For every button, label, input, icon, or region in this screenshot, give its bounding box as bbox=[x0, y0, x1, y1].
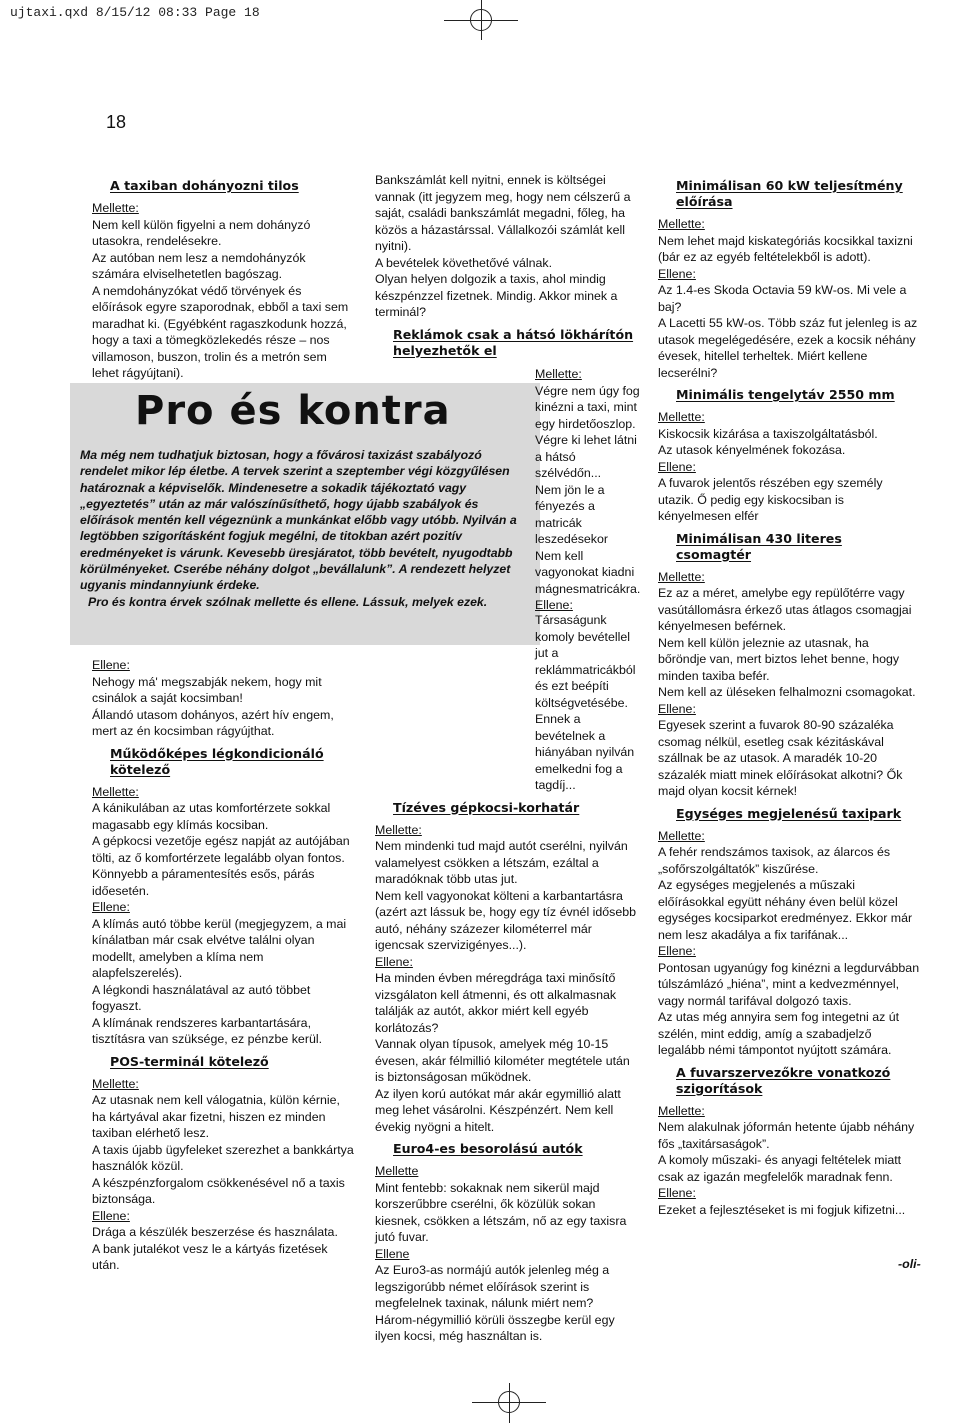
paragraph: A gépkocsi vezetője egész napját az autójában tölti, az ő komfortérzete legalább olyan fontos. bbox=[92, 834, 350, 865]
pro-label: Mellette: bbox=[658, 217, 705, 231]
paragraph: Nem kell az üléseken felhalmozni csomagokat. bbox=[658, 685, 916, 699]
paragraph: Mint fentebb: sokaknak nem sikerül majd korszerűbbre cserélni, ők közülük sokan kiesnek, csökken a létszám, nő az egy taxisra jutó fuvar. bbox=[375, 1180, 627, 1244]
pro-label: Mellette: bbox=[658, 1103, 705, 1118]
paragraph: Három-négymillió körüli összegbe kerül egy ilyen kocsi, még használtan is. bbox=[375, 1312, 615, 1343]
pro-label: Mellette bbox=[375, 1164, 419, 1178]
paragraph: Az 1.4-es Skoda Octavia 59 kW-os. Mi vele a baj? bbox=[658, 283, 907, 314]
paragraph: Nem jön le a fényezés a matricák leszedésekor bbox=[535, 482, 609, 546]
paragraph: Az autóban nem lesz a nemdohányzók számára elviselhetetlen bagószag. bbox=[92, 250, 306, 281]
column-2-bottom bbox=[375, 612, 637, 1345]
paragraph: A légkondi használatával az autó többet fogyaszt. bbox=[92, 982, 311, 1013]
author-signature: -oli- bbox=[898, 1257, 921, 1271]
contra-label: Ellene: bbox=[535, 598, 573, 612]
section-heading: Minimálisan 430 literes csomagtér bbox=[676, 530, 842, 562]
pro-label: Mellette: bbox=[92, 201, 139, 215]
paragraph: Nem kell külön jeleznie az utasnak, ha bőröndje van, mert biztos lehet benne, hogy minden taxiba befér. bbox=[658, 635, 900, 683]
column-1-top bbox=[92, 172, 354, 382]
section-heading: Minimálisan 60 kW teljesítmény előírása bbox=[676, 178, 903, 209]
registration-mark-top bbox=[470, 9, 492, 31]
paragraph: Nem alakulnak jóformán hetente újabb néhány fős „taxitársaságok”. bbox=[658, 1120, 915, 1151]
paragraph: Nem mindenki tud majd autót cserélni, nyilván valamelyest csökken a létszám, ezáltal a maradóknak több utas jut. bbox=[375, 839, 628, 886]
contra-label: Ellene: bbox=[658, 944, 696, 958]
paragraph: Egyesek szerint a fuvarok 80-90 százaléka csomag nélkül, esetleg csak kézitáskával szállnak be az utasok. A maradék 10-20 százalék miatt minek előírásokat alkotni? Ők majd olyan kocsit kérnek! bbox=[658, 718, 903, 798]
paragraph: Nem kell vagyonokat kiadni mágnesmatricákra. bbox=[535, 548, 641, 596]
paragraph: Az egységes megjelenés a műszaki előírásokkal együtt néhány éven belül közel egységes kocsiparkot eredményez. Ekkor már nem lesz akadálya a fix tarifának... bbox=[658, 878, 913, 942]
section-heading: Tízéves gépkocsi-korhatár bbox=[393, 799, 580, 815]
paragraph: Állandó utasom dohányos, azért hív engem, mert az én kocsimban rágyújthat. bbox=[92, 707, 334, 738]
section-heading: Reklámok csak a hátsó lökhárítón helyezhetők el bbox=[393, 326, 634, 358]
pro-label: Mellette: bbox=[658, 569, 705, 584]
paragraph: Bankszámlát kell nyitni, ennek is költségei vannak (itt jegyzem meg, hogy nem célszerű a saját, családi bankszámlát megadni, főleg, ha közös a házastárssal. Vállalkozói számlát kell nyitni). bbox=[375, 173, 631, 253]
contra-label: Ellene: bbox=[92, 1208, 130, 1223]
paragraph: A Lacetti 55 kW-os. Több száz fut jelenleg is az utasok megelégedésére, ezek a kocsik néhány évesek, hitellel terheltek. Miért kellene lecserélni? bbox=[658, 316, 918, 380]
paragraph: Az utas még annyira sem fog integetni az út szélén, mint eddig, amíg a szabadjelző legalább némi támpontot nyújtott számára. bbox=[658, 1010, 900, 1057]
paragraph: Ez az a méret, amelybe egy repülőtérre vagy vasútállomásra érkező utas átlagos csomagjai kényelmesen beférnek. bbox=[658, 586, 912, 633]
paragraph: A klímás autó többe kerül (megjegyzem, a mai kínálatban már csak elvétve találni olyan modellt, amelyben a klíma nem alapfelszerelés). bbox=[92, 916, 347, 980]
pro-label: Mellette: bbox=[375, 822, 422, 837]
pro-label: Mellette: bbox=[92, 1076, 139, 1091]
paragraph: A készpénzforgalom csökkenésével nő a taxis biztonsága. bbox=[92, 1175, 345, 1206]
paragraph: Vannak olyan típusok, amelyek még 10-15 évesen, akár félmillió kilométer megtétele után is biztonságosan működnek. bbox=[375, 1037, 630, 1084]
paragraph: Drága a készülék beszerzése és használata. bbox=[92, 1225, 338, 1239]
paragraph: A taxis újabb ügyfeleket szerezhet a bankkártya használók közül. bbox=[92, 1142, 354, 1173]
intro-block bbox=[80, 447, 520, 610]
contra-label: Ellene: bbox=[658, 1186, 696, 1200]
pro-label: Mellette: bbox=[658, 828, 705, 843]
intro-paragraph: Ma még nem tudhatjuk biztosan, hogy a fővárosi taxizást szabályozó rendelet mikor lép életbe. A tervek szerint a szeptember végi közgyűlésen határoznak a képviselők. Mindenesetre a sokadik tájékoztató vagy „egyeztetés” után az már valószínűsíthető, hogy újabb szabályok és előírások mentén kell végeznünk a munkánkat előbb vagy utóbb. Nyilván a legtöbben szigorításként fogjuk megélni, de titokban azért pozitív eredményeket is várunk. Kevesebb üresjáratot, több bevételt, nyugodtabb körülményeket. Cserébe néhány dolgot „bevállalunk”. A rendezett helyzet ugyanis mindannyiunk érdeke. bbox=[80, 448, 517, 593]
paragraph: A kánikulában az utas komfortérzete sokkal magasabb egy klímás kocsiban. bbox=[92, 801, 331, 832]
paragraph: Az ilyen korú autókat már akár egymillió alatt meg lehet vásárolni. Készpénzért. Nem kell évekig nyögni a hitelt. bbox=[375, 1086, 621, 1134]
paragraph: A fuvarok jelentős részében egy személy utazik. Ő pedig egy kiskocsiban is kényelmesen elfér bbox=[658, 476, 883, 523]
section-heading: A taxiban dohányozni tilos bbox=[110, 178, 299, 193]
paragraph: Nem kell vagyonokat költeni a karbantartásra (azért azt lássuk be, hogy egy tíz évnél idősebb autó, néhány százezer kilométerrel már igencsak szervizigényes...). bbox=[375, 888, 637, 952]
section-heading: Működőképes légkondicionáló kötelező bbox=[110, 745, 324, 777]
contra-label: Ellene: bbox=[658, 701, 696, 716]
section-heading: Euro4-es besorolású autók bbox=[393, 1141, 583, 1156]
paragraph: A komoly műszaki- és anyagi feltételek miatt csak az igazán megfelelők maradnak fenn. bbox=[658, 1153, 902, 1184]
column-2-top bbox=[375, 172, 637, 365]
paragraph: Nem lehet majd kiskategóriás kocsikkal taxizni (bár ez az egyéb feltételekből is adott). bbox=[658, 233, 913, 264]
page-number: 18 bbox=[106, 112, 127, 132]
registration-mark-bottom bbox=[498, 1391, 520, 1413]
paragraph: Az utasnak nem kell válogatnia, külön kérnie, ha kártyával akar fizetni, hiszen ez minden taxiban elérhető lesz. bbox=[92, 1093, 340, 1140]
paragraph: A bank jutalékot vesz le a kártyás fizetések után. bbox=[92, 1241, 328, 1272]
contra-label: Ellene: bbox=[658, 266, 696, 281]
section-heading: POS-terminál kötelező bbox=[110, 1053, 269, 1069]
paragraph: Könnyebb a páramentesítés esős, párás időesetén. bbox=[92, 867, 315, 898]
contra-label: Ellene: bbox=[92, 658, 130, 672]
pro-label: Mellette: bbox=[658, 410, 705, 424]
paragraph: Nehogy má' megszabják nekem, hogy mit csinálok a saját kocsimban! bbox=[92, 674, 322, 705]
paragraph: Végre nem úgy fog kinézni a taxi, mint egy hirdetőoszlop. bbox=[535, 383, 640, 431]
paragraph: Az Euro3-as normájú autók jelenleg még a legszigorúbb német előírások szerint is megfelelnek taxinak, nálunk miért nem? bbox=[375, 1263, 610, 1310]
paragraph: Pontosan ugyanúgy fog kinézni a legdurvábban túlszámlázó „hiéna”, mint a kedvezménnyel, vagy normál tarifával dolgozó taxis. bbox=[658, 960, 920, 1008]
contra-label: Ellene: bbox=[375, 954, 413, 969]
contra-label: Ellene: bbox=[92, 900, 130, 914]
column-1-bottom bbox=[92, 657, 354, 1274]
paragraph: Ha minden évben méregdrága taxi minősítő vizsgálaton kell átmenni, és ott alkalmasnak találják az autót, akkor miért kell egyéb korlátozás? bbox=[375, 971, 617, 1035]
pro-label: Mellette: bbox=[92, 784, 139, 799]
paragraph: Társaságunk komoly bevétellel jut a reklámmatricákból és ezt beépíti költségvetésébe. Ennek a bevételnek a hiányában nyilván emelkedni fog a tagdíj... bbox=[535, 613, 636, 792]
feature-title: Pro és kontra bbox=[135, 388, 451, 434]
pro-label: Mellette: bbox=[535, 367, 582, 381]
paragraph: A bevételek követhetővé válnak. bbox=[375, 255, 553, 270]
column-2-narrow bbox=[535, 366, 640, 614]
paragraph: A nemdohányzókat védő törvények és előírások egyre szaporodnak, ebből a taxi sem maradhat ki. (Egyébként ragaszkodunk hozzá, hogy a taxi a tömegközlekedés része – nos villamoson, buszon, trolin és a metrón sem lehet rágyújtani). bbox=[92, 283, 349, 380]
paragraph: A klímának rendszeres karbantartására, tisztításra van szüksége, ez pénzbe kerül. bbox=[92, 1015, 323, 1046]
paragraph: Ezeket a fejlesztéseket is mi fogjuk kifizetni... bbox=[658, 1202, 906, 1217]
section-heading: A fuvarszervezőkre vonatkozó szigorítások bbox=[676, 1064, 891, 1096]
contra-label: Ellene: bbox=[658, 459, 696, 474]
section-heading: Egységes megjelenésű taxipark bbox=[676, 805, 902, 821]
paragraph: Az utasok kényelmének fokozása. bbox=[658, 443, 846, 457]
paragraph: Olyan helyen dolgozik a taxis, ahol mindig készpénzzel fizetnek. Mindig. Akkor minek a terminál? bbox=[375, 272, 618, 319]
column-3 bbox=[658, 172, 920, 1218]
file-slug: ujtaxi.qxd 8/15/12 08:33 Page 18 bbox=[10, 5, 260, 20]
intro-paragraph: Pro és kontra érvek szólnak mellette és ellene. Lássuk, melyek ezek. bbox=[88, 594, 488, 609]
paragraph: Végre ki lehet látni a hátsó szélvédőn... bbox=[535, 433, 637, 480]
contra-label: Ellene bbox=[375, 1246, 410, 1261]
paragraph: A fehér rendszámos taxisok, az álarcos és „sofőrszolgáltatók” kiszűrése. bbox=[658, 845, 891, 876]
section-heading: Minimális tengelytáv 2550 mm bbox=[676, 387, 895, 402]
paragraph: Kiskocsik kizárása a taxiszolgáltatásból. bbox=[658, 426, 878, 441]
paragraph: Nem kell külön figyelni a nem dohányzó utasokra, rendelésekre. bbox=[92, 217, 311, 248]
